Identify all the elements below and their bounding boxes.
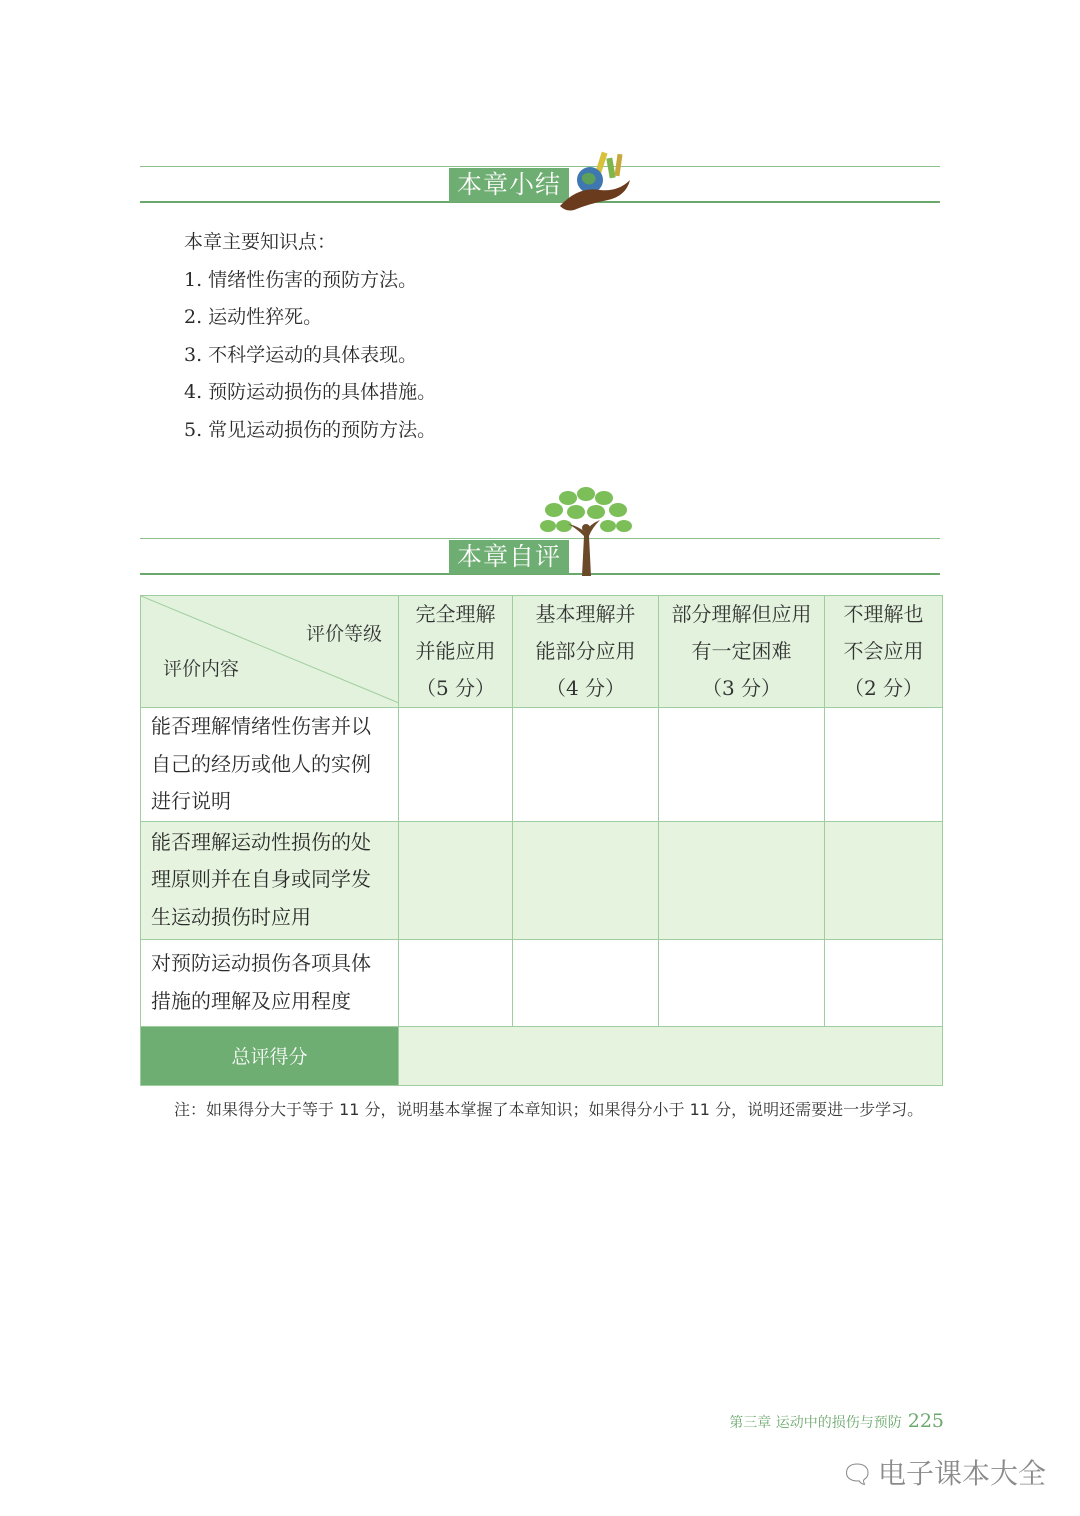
list-item: 4. 预防运动损伤的具体措施。: [184, 381, 437, 403]
column-header: 不理解也 不会应用 （2 分）: [825, 596, 943, 708]
score-cell: [659, 939, 825, 1026]
list-item: 2. 运动性猝死。: [184, 306, 323, 328]
score-cell: [825, 708, 943, 822]
hand-globe-icon: [560, 150, 632, 216]
watermark: [841, 1452, 1046, 1492]
score-cell: [659, 821, 825, 939]
tree-icon: [538, 484, 634, 576]
list-item: 3. 不科学运动的具体表现。: [184, 343, 418, 366]
score-cell: [513, 821, 659, 939]
score-cell: [399, 821, 513, 939]
page-number: 225: [907, 1410, 944, 1432]
score-cell: [659, 708, 825, 822]
table-row: [141, 939, 943, 1026]
column-header: 部分理解但应用 有一定困难 （3 分）: [659, 596, 825, 708]
summary-intro: 本章主要知识点：: [184, 231, 337, 253]
score-cell: [399, 708, 513, 822]
chat-bubble-icon: 🗨: [840, 1460, 874, 1490]
column-header: 基本理解并 能部分应用 （4 分）: [513, 596, 659, 708]
criterion-cell: 能否理解运动性损伤的处 理原则并在自身或同学发 生运动损伤时应用: [141, 821, 399, 939]
corner-content-label: 评价内容: [163, 658, 240, 680]
corner-cell: [141, 596, 399, 708]
total-score-label: 总评得分: [141, 1026, 399, 1085]
page-footer: [729, 1410, 944, 1432]
total-row: [141, 1026, 943, 1085]
list-item: 5. 常见运动损伤的预防方法。: [184, 418, 437, 441]
score-cell: [513, 708, 659, 822]
summary-list: [184, 224, 436, 449]
criterion-cell: 能否理解情绪性伤害并以 自己的经历或他人的实例 进行说明: [141, 708, 399, 822]
self-eval-table: [140, 595, 943, 1086]
total-score-cell: [399, 1026, 943, 1085]
criterion-cell: 对预防运动损伤各项具体 措施的理解及应用程度: [141, 939, 399, 1026]
corner-grade-label: 评价等级: [305, 623, 382, 645]
chapter-title: 第三章 运动中的损伤与预防: [729, 1415, 902, 1431]
table-header-row: [141, 596, 943, 708]
score-cell: [399, 939, 513, 1026]
table-row: [141, 821, 943, 939]
score-cell: [825, 939, 943, 1026]
scoring-note: 注：如果得分大于等于 11 分，说明基本掌握了本章知识；如果得分小于 11 分，说明还需要进一步学习。: [174, 1100, 924, 1119]
self-eval-title: 本章自评: [449, 540, 569, 574]
column-header: 完全理解 并能应用 （5 分）: [399, 596, 513, 708]
summary-header: [140, 166, 940, 206]
summary-title: 本章小结: [449, 168, 569, 202]
score-cell: [513, 939, 659, 1026]
watermark-text: 电子课本大全: [877, 1457, 1046, 1490]
self-eval-header: [140, 538, 940, 578]
table-row: [141, 708, 943, 822]
score-cell: [825, 821, 943, 939]
list-item: 1. 情绪性伤害的预防方法。: [184, 268, 418, 291]
